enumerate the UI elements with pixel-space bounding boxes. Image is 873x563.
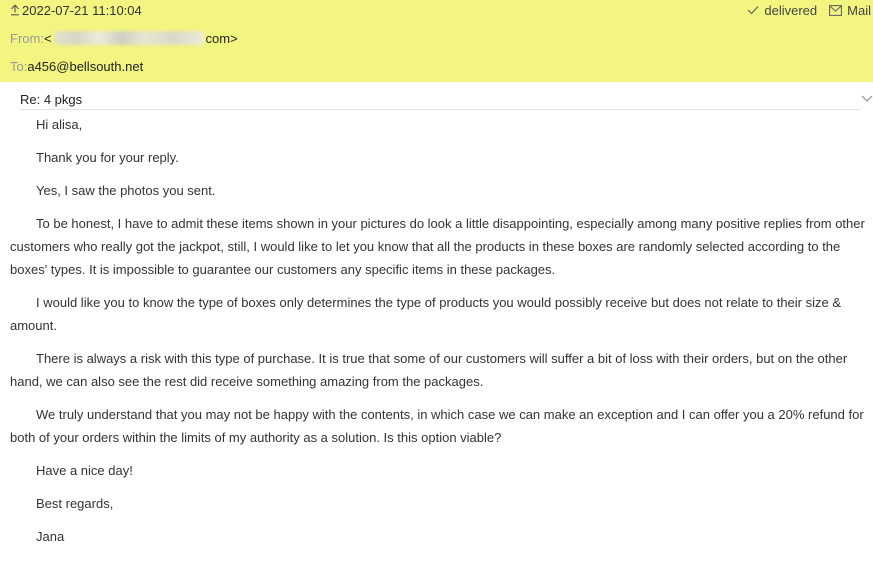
body-paragraph: Yes, I saw the photos you sent. — [36, 183, 216, 198]
message-subject: Re: 4 pkgs — [20, 92, 83, 107]
body-paragraph: We truly understand that you may not be happy with the contents, in which case we can make an exception and I can offer you a 20% refund for both of your orders within the limits of my authority as a solution. Is this option viable? — [10, 407, 864, 445]
chevron-down-icon[interactable] — [861, 93, 873, 103]
message-header — [0, 0, 873, 82]
message-body — [10, 113, 868, 558]
body-paragraph: Best regards, — [36, 496, 114, 511]
body-paragraph: To be honest, I have to admit these items shown in your pictures do look a little disappointing, especially among many positive replies from other customers who really got the jackpot, still, I would like to let you know that all the products in these boxes are randomly selected according to the boxes' types. It is impossible to guarantee our customers any specific items in these packages. — [10, 216, 865, 277]
from-prefix: < — [43, 30, 52, 46]
body-paragraph: Hi alisa, — [36, 117, 83, 132]
signature: Jana — [36, 529, 65, 544]
to-address[interactable]: a456@bellsouth.net — [27, 58, 144, 74]
upload-icon — [10, 4, 20, 16]
from-suffix: com> — [205, 30, 238, 46]
from-label: From: — [10, 30, 44, 46]
body-paragraph: There is always a risk with this type of purchase. It is true that some of our customers will suffer a bit of loss with their orders, but on the other hand, we can also see the rest did receive something amazing from the packages. — [10, 351, 848, 389]
check-icon — [747, 5, 759, 15]
to-label: To: — [10, 58, 28, 74]
from-row — [10, 30, 238, 46]
sent-datetime: 2022-07-21 11:10:04 — [22, 2, 142, 18]
delivery-status: delivered — [764, 2, 818, 18]
subject-row — [20, 92, 860, 110]
body-paragraph: Have a nice day! — [36, 463, 133, 478]
mail-link[interactable]: Mail — [847, 2, 871, 18]
body-paragraph: I would like you to know the type of boxes only determines the type of products you would possibly receive but does not relate to their size & amount. — [10, 295, 842, 333]
to-row — [10, 58, 143, 74]
status-area — [747, 2, 871, 18]
body-paragraph: Thank you for your reply. — [36, 150, 179, 165]
envelope-icon[interactable] — [829, 5, 842, 16]
redacted-sender — [54, 31, 204, 45]
datetime-row — [10, 2, 142, 18]
